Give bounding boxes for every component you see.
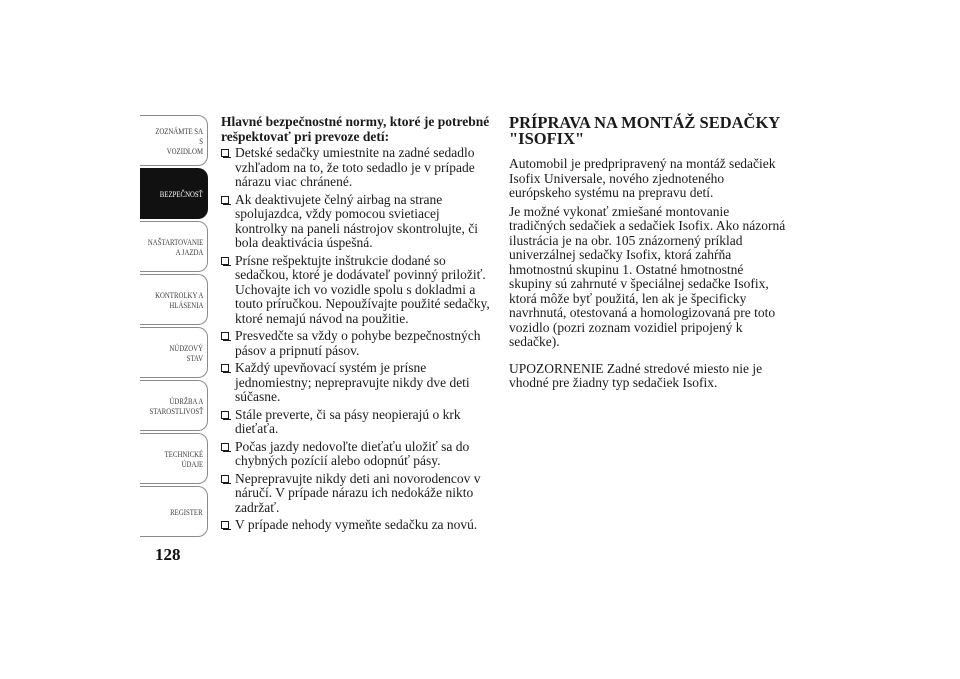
tab-udrzba-a-starostlivost[interactable] (140, 380, 208, 431)
checkbox-bullet-icon (221, 475, 229, 483)
list-item (221, 408, 493, 437)
list-item (221, 146, 493, 190)
tab-label: ZOZNÁMTE SA S VOZIDLOM (155, 125, 203, 156)
page-number: 128 (155, 545, 181, 564)
tab-register[interactable] (140, 486, 208, 537)
tab-nudzovy-stav[interactable] (140, 327, 208, 378)
checkbox-bullet-icon (221, 149, 229, 157)
list-item-text: Počas jazdy nedovoľte dieťaťu uložiť sa do chybných pozícií alebo odopnúť pásy. (235, 438, 470, 468)
checkbox-bullet-icon (221, 364, 229, 372)
list-item-text: Neprepravujte nikdy deti ani novorodencov v náručí. V prípade nárazu ich nedokáže nikto zadržať. (235, 470, 481, 515)
tab-nastartovanie-a-jazda[interactable] (140, 221, 208, 272)
checkbox-bullet-icon (221, 411, 229, 419)
warning-paragraph: UPOZORNENIE Zadné stredové miesto nie je vhodné pre žiadny typ sedačiek Isofix. (509, 360, 763, 390)
tab-label: REGISTER (170, 506, 203, 517)
list-item (221, 193, 493, 251)
tab-label: TECHNICKÉ ÚDAJE (164, 448, 203, 469)
safety-rules-list (221, 146, 493, 533)
tab-label: NÚDZOVÝ STAV (169, 342, 203, 363)
tab-bezpecnost[interactable] (140, 168, 208, 219)
list-item-text: V prípade nehody vymeňte sedačku za novú. (235, 517, 478, 532)
list-item-text: Prísne rešpektujte inštrukcie dodané so sedačkou, ktoré je dodávateľ povinný priložiť. Uchovajte ich vo vozidle spolu s dokladmi a touto príručkou. Nepoužívajte použité sedačky, ktoré nemajú návod na použitie. (235, 252, 490, 326)
list-item (221, 254, 493, 327)
tab-label: NAŠTARTOVANIE A JAZDA (147, 236, 203, 257)
intro-text: Hlavné bezpečnostné normy, ktoré je potrebné rešpektovať pri prevoze detí: (221, 114, 490, 144)
section-heading: PRÍPRAVA NA MONTÁŽ SEDAČKY "ISOFIX" (509, 113, 780, 148)
paragraph: Je možné vykonať zmiešané montovanie tradičných sedačiek a sedačiek Isofix. Ako názorná ilustrácia je na obr. 105 znázornený príklad univerzálnej sedačky Isofix, ktorá zahŕňa hmotnostnú skupinu 1. Ostatné hmotnostné skupiny sú zahrnuté v špeciálnej sedačke Isofix, ktorá môže byť použitá, len ak je špecificky navrhnutá, otestovaná a homologizovaná pre toto vozidlo (pozri zoznam vozidiel pripojený k sedačke). (509, 203, 786, 349)
tab-kontrolky-a-hlasenia[interactable] (140, 274, 208, 325)
list-item-text: Ak deaktivujete čelný airbag na strane spolujazdca, vždy pomocou svietiacej kontrolky na paneli nástrojov skontrolujte, či bola deaktivácia úspešná. (235, 191, 478, 250)
tab-zoznamte-sa-s-vozidlom[interactable] (140, 115, 208, 166)
paragraph: Automobil je predpripravený na montáž sedačiek Isofix Universale, nového zjednoteného európskeho systému na prepravu detí. (509, 156, 776, 200)
tab-label: ÚDRŽBA A STAROSTLIVOSŤ (149, 395, 203, 416)
left-column (221, 115, 493, 536)
list-item-text: Každý upevňovací systém je prísne jednomiestny; neprepravujte nikdy dve deti súčasne. (235, 360, 470, 404)
checkbox-bullet-icon (221, 332, 229, 340)
list-item-text: Presvedčte sa vždy o pohybe bezpečnostných pásov a pripnutí pásov. (235, 328, 481, 358)
tab-label: BEZPEČNOSŤ (159, 188, 203, 199)
list-item (221, 329, 493, 358)
tab-label: KONTROLKY A HLÁSENIA (154, 289, 203, 310)
tab-technicke-udaje[interactable] (140, 433, 208, 484)
list-item-text: Detské sedačky umiestnite na zadné sedadlo vzhľadom na to, že toto sedadlo je v prípade nárazu viac chránené. (235, 145, 475, 189)
list-item (221, 440, 493, 469)
list-item (221, 361, 493, 405)
list-item (221, 472, 493, 516)
checkbox-bullet-icon (221, 257, 229, 265)
checkbox-bullet-icon (221, 521, 229, 529)
checkbox-bullet-icon (221, 196, 229, 204)
checkbox-bullet-icon (221, 443, 229, 451)
list-item (221, 518, 493, 533)
right-column (509, 115, 787, 395)
chapter-tabs (140, 115, 212, 540)
list-item-text: Stále preverte, či sa pásy neopierajú o krk dieťaťa. (235, 406, 461, 436)
